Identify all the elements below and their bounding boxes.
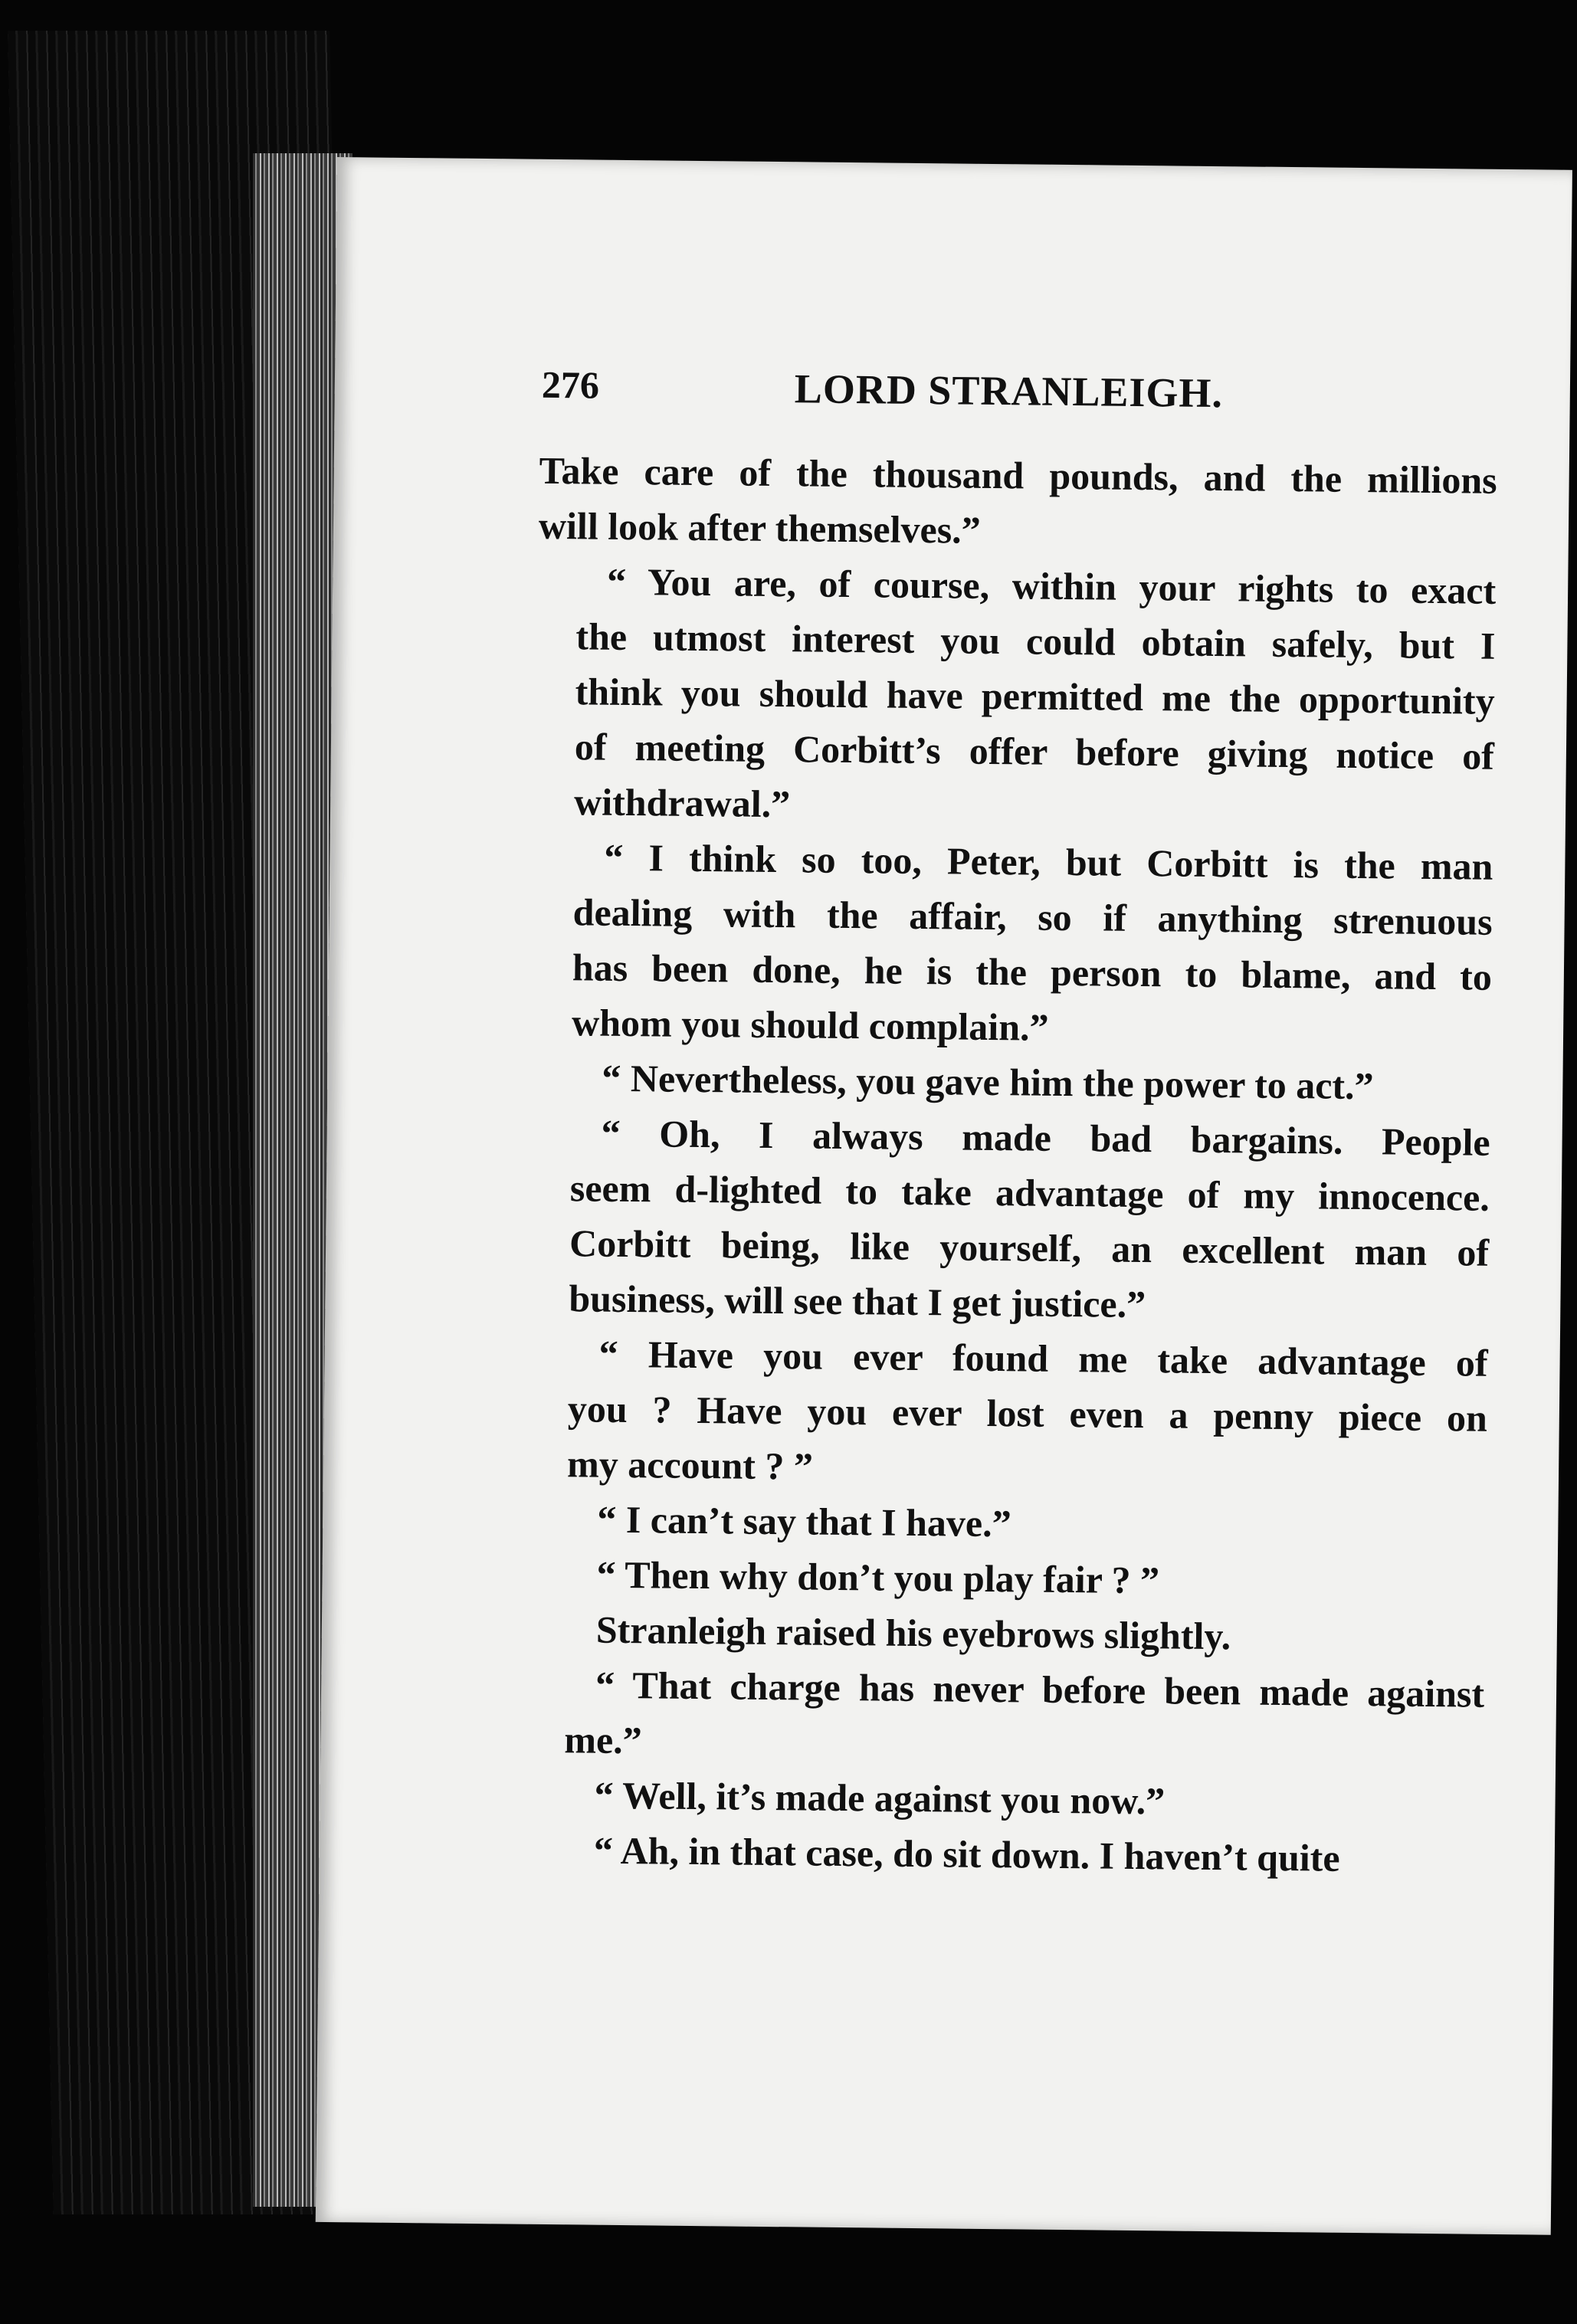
text-line: “ Ah, in that case, do sit down. I haven’t quite [593,1828,1340,1880]
text-line: Corbitt being, like yourself, an excellent man of [569,1221,1490,1274]
text-line: “ Oh, I always made bad bargains. People [601,1111,1490,1164]
text-line: me.” [564,1718,643,1762]
text-line: “ I think so too, Peter, but Corbitt is the man [604,835,1493,888]
text-line: has been done, he is the person to blame, and to [572,946,1493,998]
text-line: Stranleigh raised his eyebrows slightly. [595,1608,1231,1658]
paragraph [527,1601,1486,1667]
text-line: “ I can’t say that I have.” [597,1497,1011,1546]
running-head: LORD STRANLEIGH. [794,365,1224,417]
text-line: Take care of the thousand pounds, and the millions [539,448,1497,502]
text-line: “ Well, it’s made against you now.” [594,1773,1166,1823]
text-line: “ You are, of course, within your rights to exact [606,559,1497,612]
paragraph [527,1546,1486,1611]
text-line: seem d-lighted to take advantage of my innocence. [569,1166,1490,1219]
text-line: dealing with the affair, so if anything strenuous [572,890,1493,943]
paragraph [529,1326,1488,1501]
text-line: “ That charge has never before been made against [595,1663,1485,1716]
paragraph [533,829,1493,1060]
text-line: will look after themselves.” [538,503,982,552]
paragraph [525,1822,1484,1887]
paragraph [536,553,1497,839]
page-number: 276 [541,362,600,407]
text-line: of meeting Corbitt’s offer before giving notice of [574,725,1495,778]
text-line: “ Have you ever found me take advantage of [598,1332,1488,1385]
text-line: the utmost interest you could obtain safely, but I [575,615,1496,667]
text-line: business, will see that I get justice.” [569,1277,1146,1326]
paragraph [526,1657,1484,1777]
book-page [316,157,1572,2235]
text-line: withdrawal.” [573,780,791,826]
text-line: think you should have permitted me the opportunity [575,670,1495,723]
text-line: “ Nevertheless, you gave him the power to act.” [602,1056,1374,1108]
body-text [525,443,1498,1887]
text-line: you ? Have you ever lost even a penny piece on [567,1387,1488,1440]
page-header [541,362,1538,434]
paragraph [528,1491,1487,1556]
text-line: “ Then why don’t you play fair ? ” [596,1552,1160,1602]
paragraph [539,443,1497,563]
paragraph [525,1767,1484,1832]
paragraph [530,1105,1490,1336]
text-line: whom you should complain.” [571,1001,1049,1049]
paragraph [533,1050,1491,1115]
text-line: my account ? ” [566,1442,814,1488]
